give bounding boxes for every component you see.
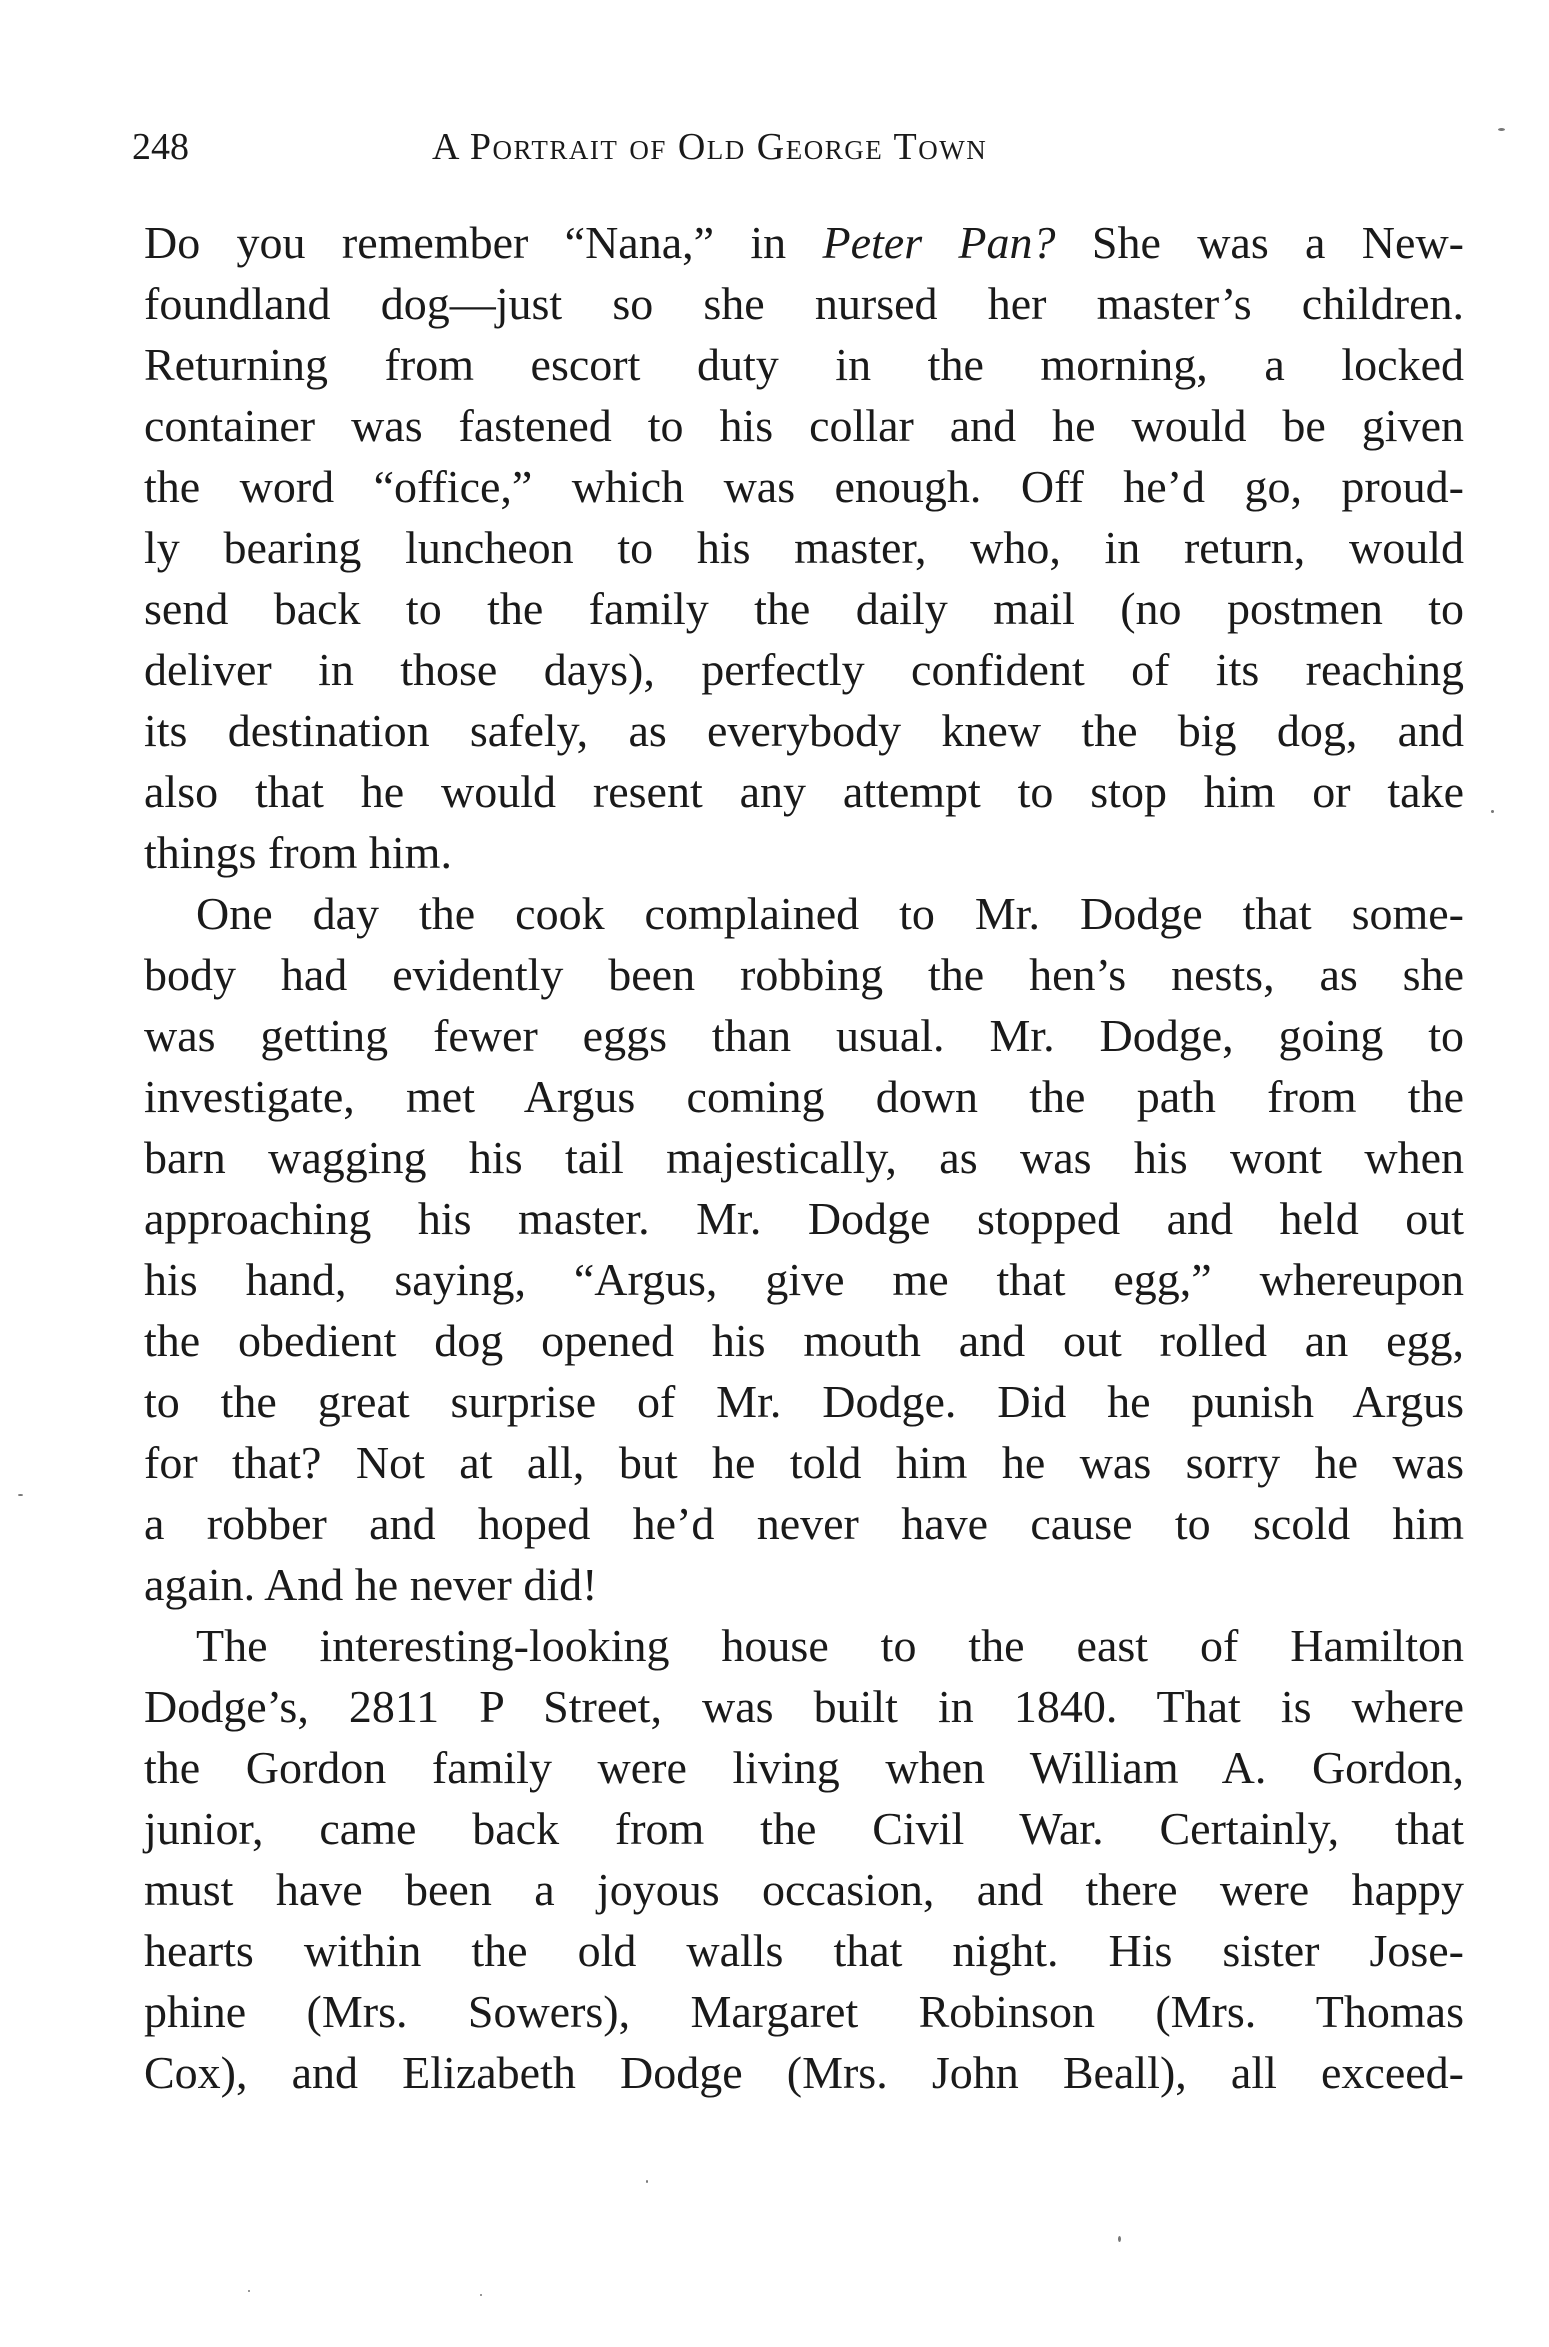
text-line: foundland dog—just so she nursed her master’s children.: [144, 278, 1464, 329]
text-line: container was fastened to his collar and he would be given: [144, 400, 1464, 451]
text-line: deliver in those days), perfectly confident of its reaching: [144, 644, 1464, 695]
text-line: a robber and hoped he’d never have cause to scold him: [144, 1498, 1464, 1549]
text-line: Cox), and Elizabeth Dodge (Mrs. John Beall), all exceed-: [144, 2047, 1464, 2098]
text-line: hearts within the old walls that night. His sister Jose-: [144, 1925, 1464, 1976]
text-line: was getting fewer eggs than usual. Mr. Dodge, going to: [144, 1010, 1464, 1061]
text-line: his hand, saying, “Argus, give me that egg,” whereupon: [144, 1254, 1464, 1305]
text-line: junior, came back from the Civil War. Certainly, that: [144, 1803, 1464, 1854]
text-line: investigate, met Argus coming down the path from the: [144, 1071, 1464, 1122]
text-line: barn wagging his tail majestically, as was his wont when: [144, 1132, 1464, 1183]
text-line: phine (Mrs. Sowers), Margaret Robinson (Mrs. Thomas: [144, 1986, 1464, 2037]
text-line: the obedient dog opened his mouth and out rolled an egg,: [144, 1315, 1464, 1366]
running-header: [132, 122, 1472, 172]
text-line: Do you remember “Nana,” in Peter Pan? She was a New-: [144, 217, 1464, 268]
scan-speck: [18, 1494, 23, 1496]
scan-speck: [646, 2180, 648, 2183]
scan-speck: [1491, 810, 1494, 813]
scan-speck: [1498, 128, 1505, 131]
text-line: things from him.: [144, 827, 452, 878]
text-line: also that he would resent any attempt to stop him or take: [144, 766, 1464, 817]
text-line: approaching his master. Mr. Dodge stopped and held out: [144, 1193, 1464, 1244]
scan-speck: [480, 2294, 482, 2296]
text-line: ly bearing luncheon to his master, who, in return, would: [144, 522, 1464, 573]
page-number: 248: [132, 126, 189, 168]
text-line: Returning from escort duty in the morning, a locked: [144, 339, 1464, 390]
text-line: Dodge’s, 2811 P Street, was built in 1840. That is where: [144, 1681, 1464, 1732]
text-line: One day the cook complained to Mr. Dodge that some-: [196, 888, 1464, 939]
text-line: body had evidently been robbing the hen’s nests, as she: [144, 949, 1464, 1000]
text-line: must have been a joyous occasion, and there were happy: [144, 1864, 1464, 1915]
text-line: The interesting-looking house to the east of Hamilton: [196, 1620, 1464, 1671]
scan-speck: [1118, 2236, 1121, 2242]
text-line: for that? Not at all, but he told him he was sorry he was: [144, 1437, 1464, 1488]
text-line: again. And he never did!: [144, 1559, 598, 1610]
running-title: A Portrait of Old George Town: [432, 126, 988, 168]
text-line: its destination safely, as everybody knew the big dog, and: [144, 705, 1464, 756]
text-line: the word “office,” which was enough. Off he’d go, proud-: [144, 461, 1464, 512]
text-line: send back to the family the daily mail (no postmen to: [144, 583, 1464, 634]
scan-speck: [248, 2290, 250, 2292]
text-line: to the great surprise of Mr. Dodge. Did he punish Argus: [144, 1376, 1464, 1427]
body-text: [144, 212, 1464, 2103]
book-title: Peter Pan?: [822, 217, 1056, 268]
text-line: the Gordon family were living when William A. Gordon,: [144, 1742, 1464, 1793]
